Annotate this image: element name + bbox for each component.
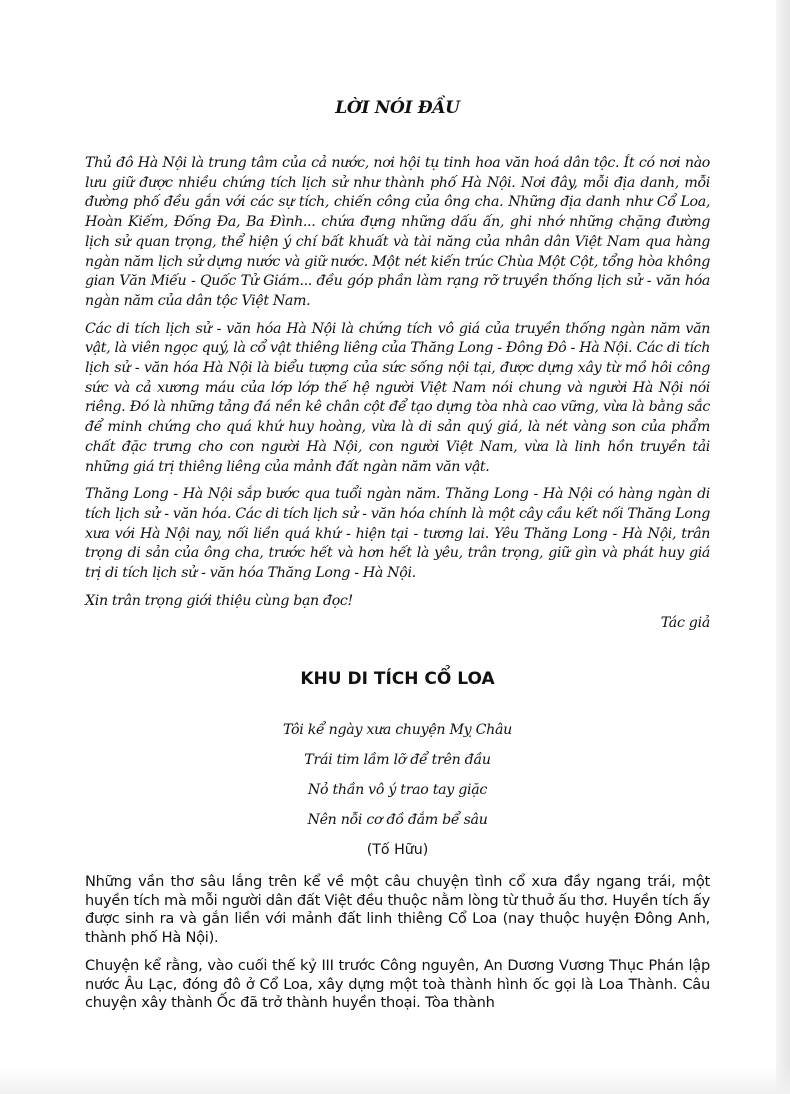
section-paragraph: Những vần thơ sâu lắng trên kể về một câu chuyện tình cổ xưa đầy ngang trái, một huyền tích mà mỗi người dân đất Việt đều thuộc nằm lòng từ thuở ấu thơ. Huyền tích ấy được sinh ra và gắn liền với mảnh đất linh thiêng Cổ Loa (nay thuộc huyện Đông Anh, thành phố Hà Nội). (85, 873, 710, 946)
page-bottom-shadow (0, 1066, 790, 1094)
preface-paragraph: Các di tích lịch sử - văn hóa Hà Nội là chứng tích vô giá của truyền thống ngàn năm văn vật, là viên ngọc quý, là cổ vật thiêng liêng của Thăng Long - Đông Đô - Hà Nội. Các di tích lịch sử - văn hóa Hà Nội là biểu tượng của sức sống nội tại, được dựng xây từ mồ hôi công sức và cả xương máu của lớp lớp thế hệ người Việt Nam nói chung và người Hà Nội nói riêng. Đó là những tảng đá nền kê chân cột để tạo dựng tòa nhà cao vững, vừa là bằng sắc để minh chứng cho quá khứ huy hoàng, vừa là di sản quý giá, là nét vàng son của phẩm chất đặc trưng cho con người Hà Nội, con người Việt Nam, vừa là linh hồn truyền tải những giá trị thiêng liêng của mảnh đất ngàn năm văn vật. (85, 320, 710, 475)
poem-line: Trái tim lầm lỡ để trên đầu (304, 752, 491, 769)
poem-line: Tôi kể ngày xưa chuyện Mỵ Châu (282, 722, 512, 739)
preface-title: LỜI NÓI ĐẦU (335, 98, 460, 118)
preface-closing: Xin trân trọng giới thiệu cùng bạn đọc! (85, 592, 353, 609)
section-body (85, 873, 710, 1013)
page-edge-shadow (776, 0, 790, 1094)
section-paragraph: Chuyện kể rằng, vào cuối thế kỷ III trước Công nguyên, An Dương Vương Thục Phán lập nước Âu Lạc, đóng đô ở Cổ Loa, xây dựng một toà thành hình ốc gọi là Loa Thành. Câu chuyện xây thành Ốc đã trở thành huyền thoại. Tòa thành (85, 957, 710, 1012)
poem-line: Nên nỗi cơ đồ đắm bể sâu (307, 812, 488, 829)
preface-paragraph: Thăng Long - Hà Nội sắp bước qua tuổi ngàn năm. Thăng Long - Hà Nội có hàng ngàn di tích lịch sử - văn hóa. Các di tích lịch sử - văn hóa chính là một cây cầu kết nối Thăng Long xưa với Hà Nội nay, nối liền quá khứ - hiện tại - tương lai. Yêu Thăng Long - Hà Nội, trân trọng di sản của ông cha, trước hết và hơn hết là yêu, trân trọng, giữ gìn và phát huy giá trị di tích lịch sử - văn hóa Thăng Long - Hà Nội. (85, 486, 710, 582)
preface-author: Tác giả (660, 615, 710, 632)
poem-attribution: (Tố Hữu) (366, 842, 429, 859)
section-title: KHU DI TÍCH CỔ LOA (300, 669, 495, 690)
preface-body (85, 154, 710, 611)
poem-line: Nỏ thần vô ý trao tay giặc (307, 782, 488, 799)
preface-paragraph: Thủ đô Hà Nội là trung tâm của cả nước, nơi hội tụ tinh hoa văn hoá dân tộc. Ít có nơi nào lưu giữ được nhiều chứng tích lịch sử như thành phố Hà Nội. Nơi đây, mỗi địa danh, mỗi đường phố đều gắn với các sự tích, chiến công của ông cha. Những địa danh như Cổ Loa, Hoàn Kiếm, Đống Đa, Ba Đình... chứa đựng những dấu ấn, ghi nhớ những chặng đường lịch sử quan trọng, thể hiện ý chí bất khuất và tài năng của nhân dân Việt Nam qua hàng ngàn năm lịch sử dựng nước và giữ nước. Một nét kiến trúc Chùa Một Cột, tổng hòa không gian Văn Miếu - Quốc Tử Giám... đều góp phần làm rạng rỡ truyền thống lịch sử - văn hóa ngàn năm của dân tộc Việt Nam. (85, 155, 710, 309)
page-content (85, 98, 710, 1023)
poem (85, 715, 710, 865)
